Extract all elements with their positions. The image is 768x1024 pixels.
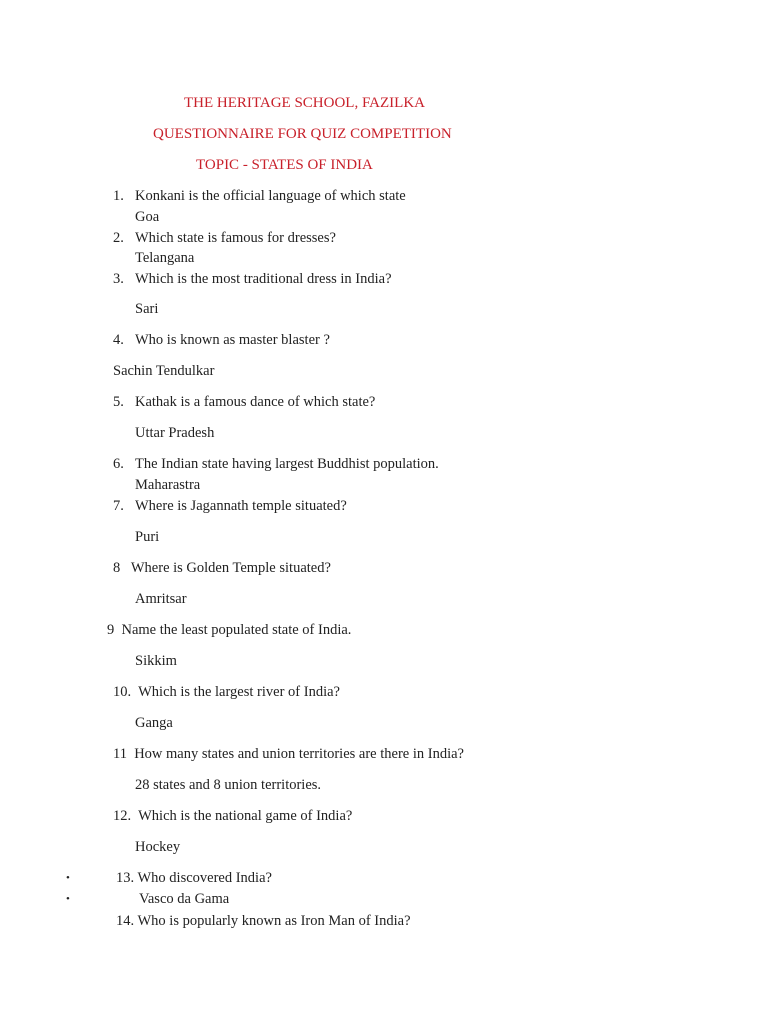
document-title: QUESTIONNAIRE FOR QUIZ COMPETITION	[153, 126, 452, 142]
answer-text: Sachin Tendulkar	[113, 363, 215, 379]
question-number: 7.	[113, 498, 124, 514]
question-text: Which is the most traditional dress in India?	[135, 271, 392, 287]
question-number: 2.	[113, 230, 124, 246]
bullet-icon: •	[66, 893, 70, 905]
answer-text: Vasco da Gama	[139, 891, 230, 907]
document-topic: TOPIC - STATES OF INDIA	[196, 157, 373, 173]
question-number: 1.	[113, 188, 124, 204]
question-text: 11 How many states and union territories are there in India?	[113, 746, 464, 762]
answer-text: Ganga	[135, 715, 173, 731]
answer-text: Sari	[135, 301, 159, 317]
question-number: 6.	[113, 456, 124, 472]
question-number: 3.	[113, 271, 124, 287]
question-text: Kathak is a famous dance of which state?	[135, 394, 376, 410]
question-text: Who is known as master blaster ?	[135, 332, 330, 348]
answer-text: Sikkim	[135, 653, 177, 669]
answer-text: Telangana	[135, 250, 195, 266]
answer-text: Amritsar	[135, 591, 187, 607]
question-text: 12. Which is the national game of India?	[113, 808, 353, 824]
answer-text: Puri	[135, 529, 160, 545]
answer-text: 28 states and 8 union territories.	[135, 777, 322, 793]
bullet-icon: •	[66, 872, 70, 884]
answer-text: Goa	[135, 209, 160, 225]
answer-text: Hockey	[135, 839, 181, 855]
question-text: Konkani is the official language of which state	[135, 188, 406, 204]
answer-text: Uttar Pradesh	[135, 425, 215, 441]
answer-text: Maharastra	[135, 477, 201, 493]
question-text: 8 Where is Golden Temple situated?	[113, 560, 331, 576]
question-text: The Indian state having largest Buddhist population.	[135, 456, 439, 472]
question-text: 13. Who discovered India?	[116, 870, 272, 886]
question-text: 9 Name the least populated state of India.	[107, 622, 352, 638]
school-name: THE HERITAGE SCHOOL, FAZILKA	[184, 95, 425, 111]
question-text: Which state is famous for dresses?	[135, 230, 336, 246]
question-text: 14. Who is popularly known as Iron Man of India?	[116, 913, 411, 929]
question-text: 10. Which is the largest river of India?	[113, 684, 340, 700]
question-number: 5.	[113, 394, 124, 410]
question-number: 4.	[113, 332, 124, 348]
question-text: Where is Jagannath temple situated?	[135, 498, 347, 514]
